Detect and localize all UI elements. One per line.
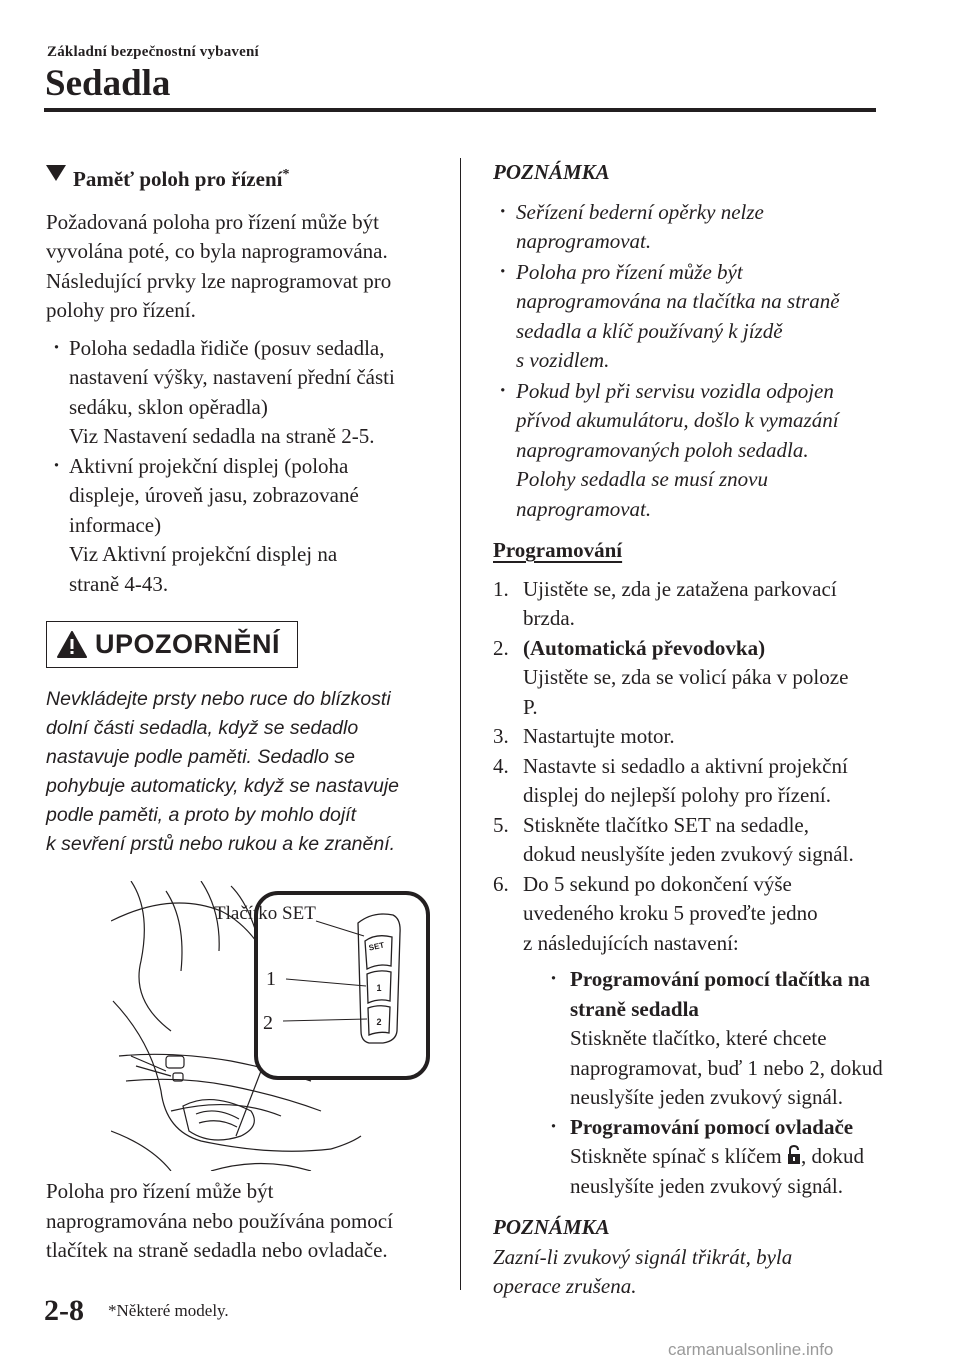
- list-item: [46, 334, 446, 452]
- left-column: [46, 160, 446, 1266]
- sub-options: [543, 965, 893, 1201]
- warning-line: k sevření prstů nebo rukou a ke zranění.: [46, 833, 396, 855]
- step-line: Nastartujte motor.: [523, 724, 675, 748]
- title-rule: [44, 108, 876, 112]
- list-item-line: · Aktivní projekční displej (poloha: [69, 453, 349, 478]
- step-number: 3.: [493, 724, 509, 748]
- step-line: Stiskněte tlačítko SET na sedadle,: [523, 812, 809, 837]
- step-line: Do 5 sekund po dokončení výše: [523, 871, 792, 896]
- step-bold-line: (Automatická převodovka): [523, 635, 766, 660]
- right-column: [493, 158, 893, 1302]
- unlock-icon: [787, 1145, 801, 1165]
- intro-line: Následující prvky lze naprogramovat pro: [46, 268, 392, 293]
- step-line: Nastavte si sedadlo a aktivní projekční: [523, 753, 848, 778]
- note2-title: POZNÁMKA: [493, 1215, 610, 1239]
- note2-line: Zazní-li zvukový signál třikrát, byla: [493, 1244, 793, 1269]
- feature-list: [46, 334, 446, 600]
- list-item-line: sedáku, sklon opěradla): [69, 394, 268, 419]
- warning-line: nastavuje podle paměti. Sedadlo se: [46, 746, 355, 768]
- intro-line: vyvolána poté, co byla naprogramována.: [46, 239, 388, 263]
- sub-option-line: naprogramovat, buď 1 nebo 2, dokud: [570, 1055, 883, 1080]
- step-line: dokud neuslyšíte jeden zvukový signál.: [523, 842, 854, 866]
- list-item-line: · Poloha sedadla řidiče (posuv sedadla,: [69, 335, 385, 360]
- step-line: brzda.: [523, 606, 575, 630]
- note-line: naprogramovat.: [516, 496, 652, 521]
- note-line: s vozidlem.: [516, 348, 610, 372]
- note2-text: [493, 1243, 893, 1302]
- note-line: · Poloha pro řízení může být: [516, 259, 743, 284]
- step-line: Ujistěte se, zda se volicí páka v poloze: [523, 665, 849, 689]
- note-item: [493, 377, 893, 525]
- sub-option-remote: [543, 1113, 893, 1202]
- step-line: P.: [523, 694, 538, 719]
- step-number: 1.: [493, 576, 509, 601]
- step-item: [493, 634, 893, 723]
- note-line: naprogramována na tlačítka na straně: [516, 289, 840, 313]
- step-line: displej do nejlepší polohy pro řízení.: [523, 783, 831, 807]
- set-button-label: Tlačítko SET: [214, 903, 316, 924]
- step-line: z následujících nastavení:: [523, 930, 739, 955]
- step-item: [493, 811, 893, 870]
- note-line: · Seřízení bederní opěrky nelze: [516, 199, 764, 224]
- section-heading: [46, 160, 446, 195]
- step-number: 5.: [493, 812, 509, 837]
- paragraph-line: naprogramována nebo používána pomocí: [46, 1208, 393, 1233]
- note-line: naprogramovat.: [516, 229, 652, 253]
- step-item: [493, 870, 893, 1202]
- step-item: [493, 752, 893, 811]
- list-item-line: displeje, úroveň jasu, zobrazované: [69, 483, 359, 507]
- button-2-label: 2: [263, 1012, 273, 1034]
- intro-line: polohy pro řízení.: [46, 298, 196, 322]
- seat-buttons-figure: [111, 881, 441, 1171]
- button-2-glyph: 2: [376, 1017, 382, 1027]
- note-item: [493, 198, 893, 257]
- warning-icon: [57, 631, 87, 658]
- note-line: sedadla a klíč používaný k jízdě: [516, 318, 783, 343]
- intro-line: Požadovaná poloha pro řízení může být: [46, 209, 379, 234]
- sub-option-line: neuslyšíte jeden zvukový signál.: [570, 1085, 843, 1109]
- warning-box: [46, 621, 298, 668]
- column-divider: [460, 158, 461, 1290]
- note-item: [493, 258, 893, 376]
- steps-list: [493, 575, 893, 1202]
- note2-line: operace zrušena.: [493, 1274, 637, 1298]
- set-button-glyph: SET: [367, 940, 386, 953]
- warning-label: UPOZORNĚNÍ: [95, 628, 281, 659]
- figure-caption-paragraph: [46, 1177, 446, 1266]
- note-line: přívod akumulátoru, došlo k vymazání: [516, 408, 839, 432]
- step-line: uvedeného kroku 5 proveďte jedno: [523, 901, 818, 925]
- list-item-line: Viz Aktivní projekční displej na: [69, 542, 338, 566]
- programming-heading: Programování: [493, 538, 623, 562]
- note-list: [493, 198, 893, 525]
- footnote: *Některé modely.: [108, 1301, 229, 1320]
- intro-paragraph: [46, 208, 446, 326]
- list-item-line: informace): [69, 512, 162, 537]
- sub-option-line: Stiskněte tlačítko, které chcete: [570, 1026, 827, 1050]
- sub-option-title: · Programování pomocí tlačítka na: [570, 967, 871, 991]
- page-title: Sedadla: [45, 63, 171, 104]
- sub-option-line: neuslyšíte jeden zvukový signál.: [570, 1173, 843, 1198]
- warning-line: Nevkládejte prsty nebo ruce do blízkosti: [46, 688, 391, 710]
- note-line: Polohy sedadla se musí znovu: [516, 467, 768, 491]
- sub-option-line: Stiskněte spínač s klíčem: [570, 1144, 782, 1168]
- button-1-glyph: 1: [376, 983, 382, 993]
- step-item: [493, 722, 893, 752]
- paragraph-line: tlačítek na straně sedadla nebo ovladače.: [46, 1238, 388, 1262]
- step-number: 6.: [493, 871, 509, 896]
- sub-option-line-end: , dokud: [800, 1144, 864, 1168]
- note-line: naprogramovaných poloh sedadla.: [516, 437, 809, 462]
- seat-illustration: [111, 881, 441, 1171]
- watermark: carmanualsonline.info: [668, 1340, 834, 1359]
- triangle-marker-icon: [46, 165, 66, 181]
- paragraph-line: Poloha pro řízení může být: [46, 1179, 274, 1203]
- list-item: [46, 452, 446, 600]
- list-item-line: nastavení výšky, nastavení přední části: [69, 365, 395, 389]
- step-number: 2.: [493, 635, 509, 660]
- sub-option-seat: [543, 965, 893, 1113]
- warning-text: [46, 685, 446, 859]
- note-line: · Pokud byl při servisu vozidla odpojen: [516, 378, 834, 403]
- warning-line: dolní části sedadla, když se sedadlo: [46, 717, 359, 739]
- warning-line: podle paměti, a proto by mohlo dojít: [46, 804, 357, 826]
- button-1-label: 1: [266, 968, 276, 990]
- heading-footnote-mark: *: [282, 167, 290, 182]
- list-item-line: Viz Nastavení sedadla na straně 2-5.: [69, 424, 375, 448]
- note-title: POZNÁMKA: [493, 160, 610, 184]
- step-number: 4.: [493, 753, 509, 778]
- sub-option-title: · Programování pomocí ovladače: [570, 1114, 854, 1139]
- page-number: 2-8: [44, 1294, 84, 1327]
- step-line: Ujistěte se, zda je zatažena parkovací: [523, 576, 837, 601]
- section-label: Základní bezpečnostní vybavení: [47, 44, 259, 60]
- list-item-line: straně 4-43.: [69, 571, 169, 596]
- warning-line: pohybuje automaticky, když se nastavuje: [46, 775, 399, 797]
- sub-option-title: straně sedadla: [570, 996, 699, 1021]
- heading-text: Paměť poloh pro řízení: [73, 167, 283, 191]
- step-item: [493, 575, 893, 634]
